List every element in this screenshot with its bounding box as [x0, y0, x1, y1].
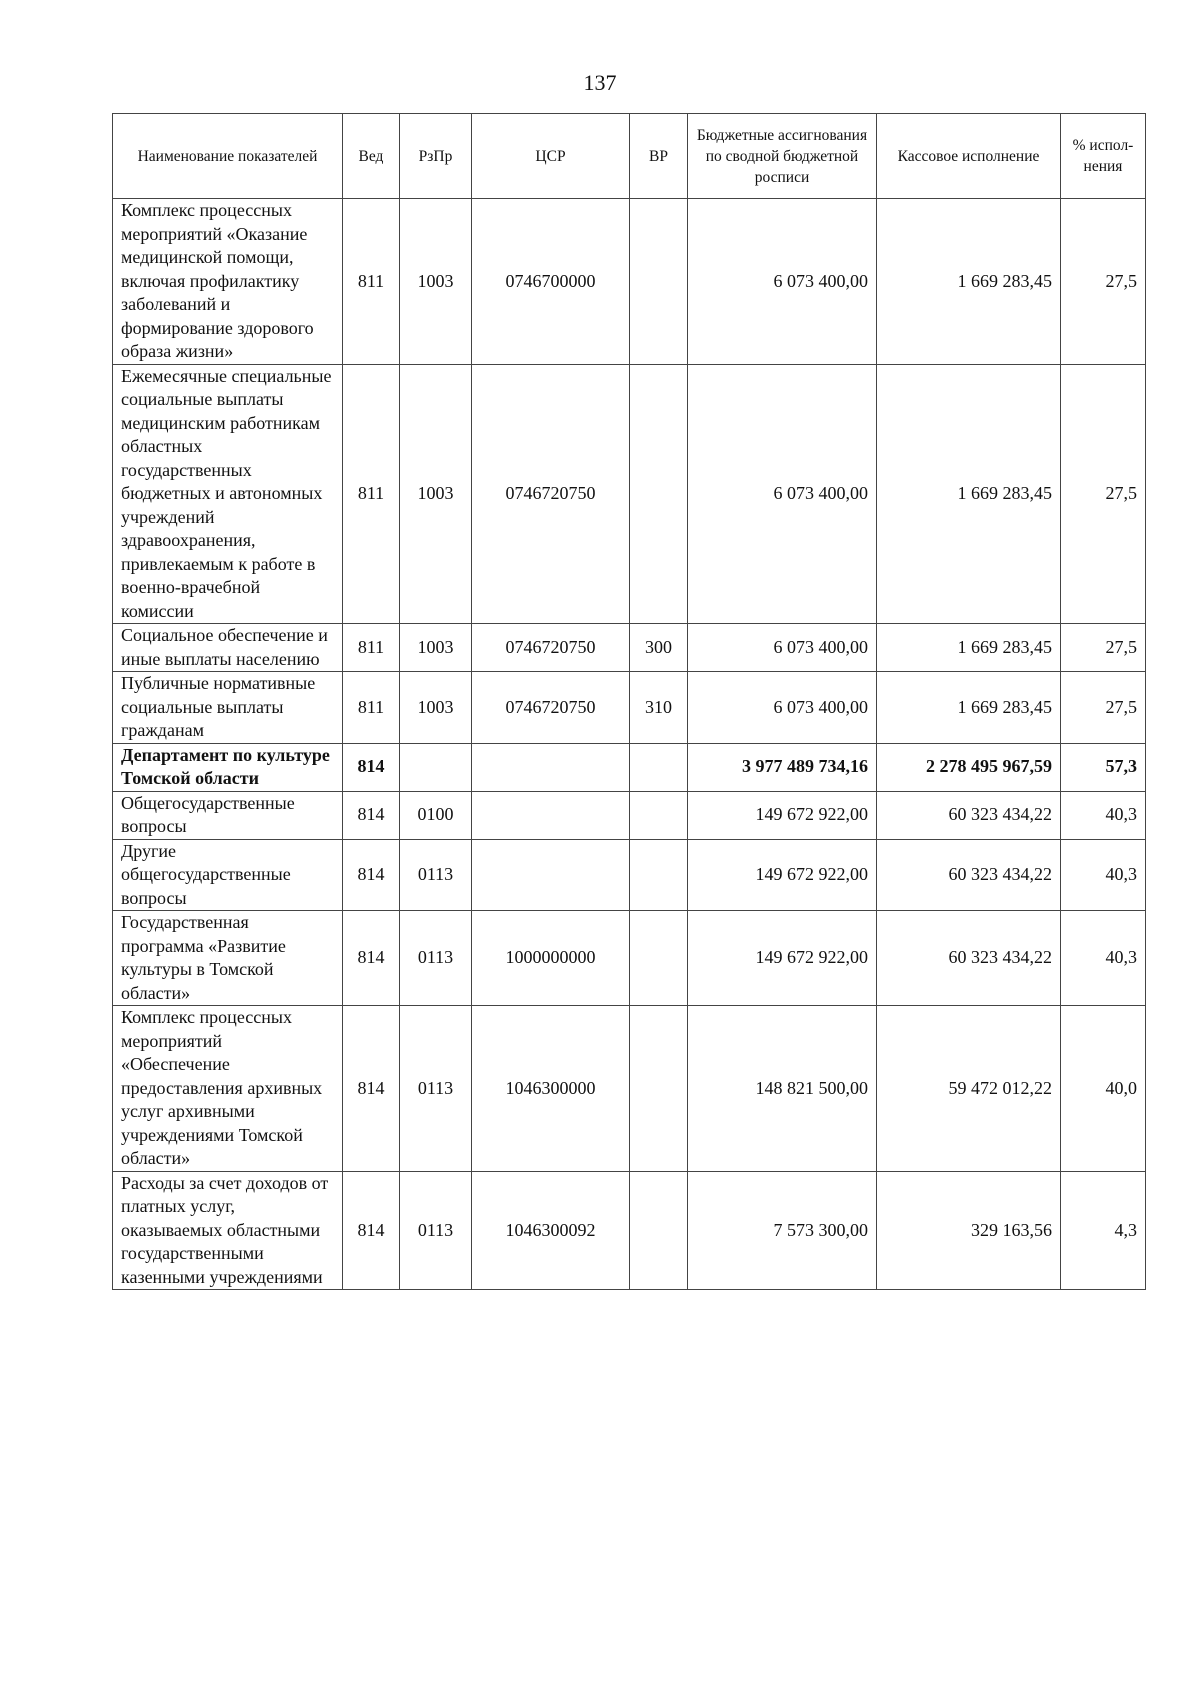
cell-csr: 0746720750 [472, 672, 630, 744]
cell-csr: 0746720750 [472, 364, 630, 624]
cell-assignments: 148 821 500,00 [688, 1006, 877, 1172]
header-csr: ЦСР [472, 114, 630, 199]
cell-csr [472, 791, 630, 839]
cell-percent: 40,3 [1061, 791, 1146, 839]
cell-assignments: 6 073 400,00 [688, 364, 877, 624]
cell-assignments: 7 573 300,00 [688, 1171, 877, 1290]
cell-assignments: 6 073 400,00 [688, 199, 877, 365]
cell-ved: 814 [343, 839, 400, 911]
cell-vr [630, 1171, 688, 1290]
cell-rzpr: 1003 [400, 199, 472, 365]
table-row [113, 791, 1146, 839]
cell-rzpr: 1003 [400, 364, 472, 624]
table-row [113, 624, 1146, 672]
cell-assignments: 3 977 489 734,16 [688, 743, 877, 791]
table-row [113, 364, 1146, 624]
cell-vr [630, 199, 688, 365]
cell-vr [630, 1006, 688, 1172]
cell-name: Ежемесячные специальные социальные выплаты медицинским работникам областных государственных бюджетных и автономных учреждений здравоохранения, привлекаемым к работе в военно-врачебной комиссии [113, 364, 343, 624]
table-row [113, 839, 1146, 911]
cell-assignments: 149 672 922,00 [688, 791, 877, 839]
table-header-row [113, 114, 1146, 199]
cell-rzpr: 0113 [400, 1006, 472, 1172]
cell-name: Комплекс процессных мероприятий «Обеспечение предоставления архивных услуг архивными учреждениями Томской области» [113, 1006, 343, 1172]
cell-percent: 40,3 [1061, 911, 1146, 1006]
cell-csr: 1046300000 [472, 1006, 630, 1172]
cell-csr: 1046300092 [472, 1171, 630, 1290]
cell-percent: 27,5 [1061, 624, 1146, 672]
cell-execution: 1 669 283,45 [877, 199, 1061, 365]
cell-percent: 27,5 [1061, 672, 1146, 744]
header-ved: Вед [343, 114, 400, 199]
cell-execution: 2 278 495 967,59 [877, 743, 1061, 791]
cell-ved: 811 [343, 624, 400, 672]
cell-execution: 60 323 434,22 [877, 791, 1061, 839]
cell-csr [472, 743, 630, 791]
cell-ved: 811 [343, 364, 400, 624]
cell-csr [472, 839, 630, 911]
cell-rzpr: 1003 [400, 672, 472, 744]
cell-assignments: 6 073 400,00 [688, 672, 877, 744]
cell-execution: 1 669 283,45 [877, 364, 1061, 624]
cell-percent: 4,3 [1061, 1171, 1146, 1290]
cell-name: Государственная программа «Развитие культуры в Томской области» [113, 911, 343, 1006]
cell-name: Департамент по культуре Томской области [113, 743, 343, 791]
cell-percent: 57,3 [1061, 743, 1146, 791]
cell-name: Расходы за счет доходов от платных услуг, оказываемых областными государственными казенными учреждениями [113, 1171, 343, 1290]
cell-vr: 310 [630, 672, 688, 744]
cell-percent: 27,5 [1061, 199, 1146, 365]
cell-name: Публичные нормативные социальные выплаты гражданам [113, 672, 343, 744]
cell-rzpr [400, 743, 472, 791]
cell-vr [630, 911, 688, 1006]
cell-percent: 40,3 [1061, 839, 1146, 911]
cell-percent: 40,0 [1061, 1006, 1146, 1172]
table-row [113, 743, 1146, 791]
cell-rzpr: 0113 [400, 911, 472, 1006]
table-row [113, 199, 1146, 365]
header-percent: % испол-нения [1061, 114, 1146, 199]
cell-assignments: 149 672 922,00 [688, 839, 877, 911]
cell-vr [630, 839, 688, 911]
cell-assignments: 6 073 400,00 [688, 624, 877, 672]
cell-percent: 27,5 [1061, 364, 1146, 624]
cell-execution: 329 163,56 [877, 1171, 1061, 1290]
cell-ved: 814 [343, 1171, 400, 1290]
cell-execution: 1 669 283,45 [877, 624, 1061, 672]
table-row [113, 672, 1146, 744]
cell-assignments: 149 672 922,00 [688, 911, 877, 1006]
budget-execution-table [112, 113, 1146, 1290]
cell-vr: 300 [630, 624, 688, 672]
cell-name: Общегосударственные вопросы [113, 791, 343, 839]
header-rzpr: РзПр [400, 114, 472, 199]
header-name: Наименование показателей [113, 114, 343, 199]
cell-csr: 1000000000 [472, 911, 630, 1006]
cell-csr: 0746720750 [472, 624, 630, 672]
table-row [113, 1006, 1146, 1172]
page-number: 137 [583, 70, 617, 95]
cell-rzpr: 0100 [400, 791, 472, 839]
cell-execution: 60 323 434,22 [877, 839, 1061, 911]
table-row [113, 1171, 1146, 1290]
cell-execution: 60 323 434,22 [877, 911, 1061, 1006]
cell-vr [630, 791, 688, 839]
cell-csr: 0746700000 [472, 199, 630, 365]
cell-ved: 814 [343, 911, 400, 1006]
cell-vr [630, 364, 688, 624]
cell-name: Другие общегосударственные вопросы [113, 839, 343, 911]
cell-rzpr: 0113 [400, 1171, 472, 1290]
cell-name: Социальное обеспечение и иные выплаты населению [113, 624, 343, 672]
header-vr: ВР [630, 114, 688, 199]
cell-ved: 814 [343, 743, 400, 791]
cell-name: Комплекс процессных мероприятий «Оказание медицинской помощи, включая профилактику заболеваний и формирование здорового образа жизни» [113, 199, 343, 365]
cell-execution: 1 669 283,45 [877, 672, 1061, 744]
header-execution: Кассовое исполнение [877, 114, 1061, 199]
table-body [113, 199, 1146, 1290]
cell-ved: 811 [343, 199, 400, 365]
table-row [113, 911, 1146, 1006]
cell-ved: 811 [343, 672, 400, 744]
cell-execution: 59 472 012,22 [877, 1006, 1061, 1172]
cell-rzpr: 0113 [400, 839, 472, 911]
cell-ved: 814 [343, 1006, 400, 1172]
cell-ved: 814 [343, 791, 400, 839]
cell-rzpr: 1003 [400, 624, 472, 672]
cell-vr [630, 743, 688, 791]
header-assignments: Бюджетные ассигнования по сводной бюджетной росписи [688, 114, 877, 199]
